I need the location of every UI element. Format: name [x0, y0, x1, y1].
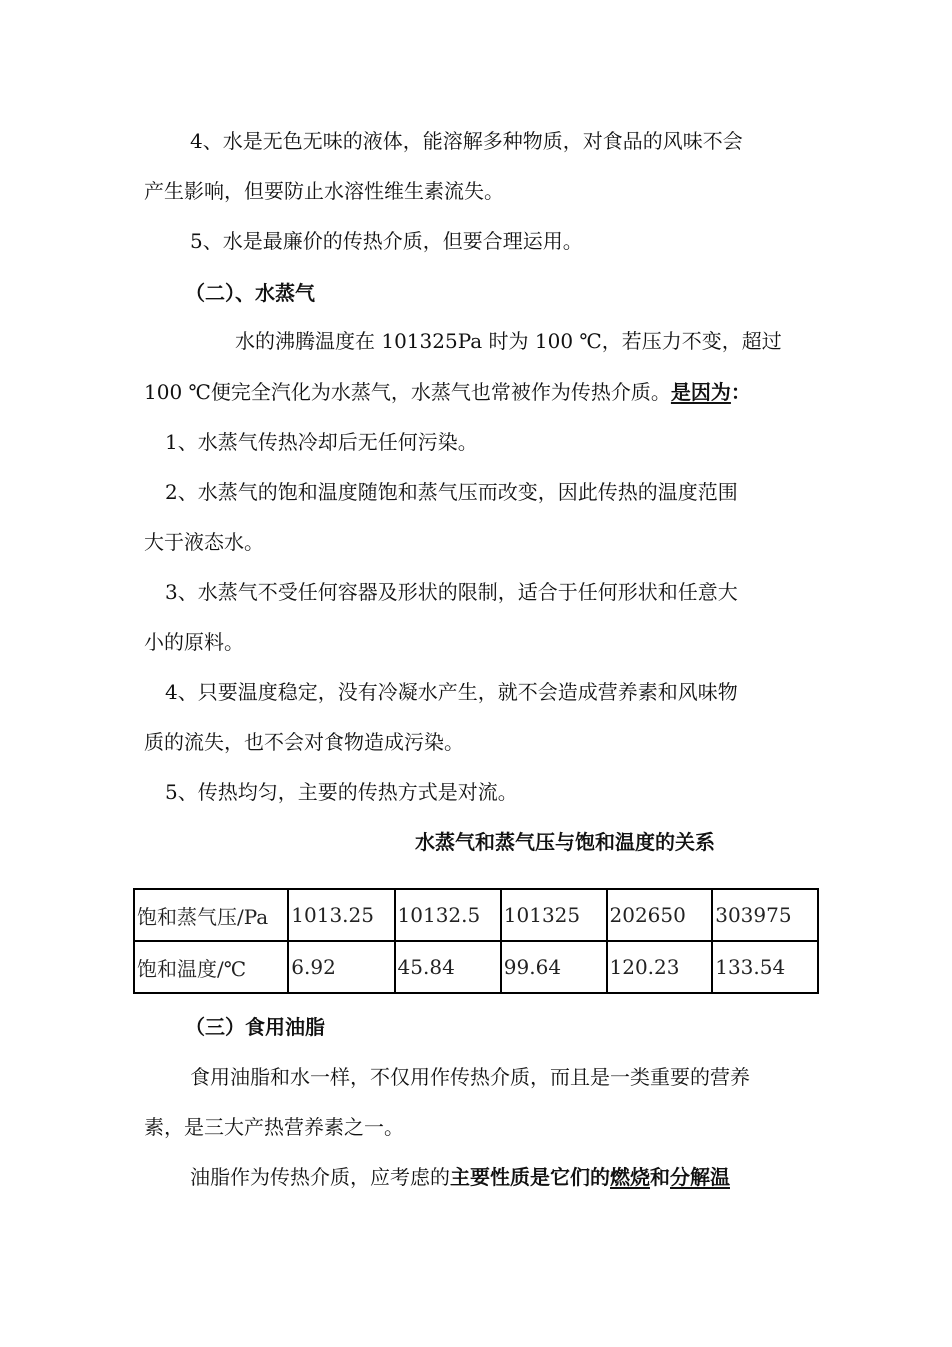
- oil-last-bold: 主要性质是它们的: [450, 1165, 610, 1189]
- oil-last-underline-burn: 燃烧: [610, 1165, 650, 1189]
- steam-intro-line-1: 水的沸腾温度在 101325Pa 时为 100 ℃，若压力不变，超过: [235, 329, 782, 353]
- para-4-line-1: 4、水是无色无味的液体，能溶解多种物质，对食品的风味不会: [190, 129, 743, 153]
- steam-point-3-line-1: 3、水蒸气不受任何容器及形状的限制，适合于任何形状和任意大: [165, 580, 738, 604]
- steam-intro-line-2: [144, 378, 952, 406]
- para-5: 5、水是最廉价的传热介质，但要合理运用。: [190, 229, 583, 253]
- oil-last-prefix: 油脂作为传热介质，应考虑的: [190, 1165, 450, 1189]
- table-cell: 1013.25: [288, 889, 394, 941]
- steam-point-4-line-2: 质的流失，也不会对食物造成污染。: [144, 730, 464, 754]
- table-row: [134, 941, 818, 993]
- steam-intro-text: 100 ℃便完全汽化为水蒸气，水蒸气也常被作为传热介质。: [144, 380, 671, 404]
- table-cell: 133.54: [712, 941, 818, 993]
- steam-point-2-line-2: 大于液态水。: [144, 530, 264, 554]
- oil-para-line-2: 素，是三大产热营养素之一。: [144, 1115, 404, 1139]
- table-cell: 303975: [712, 889, 818, 941]
- table-cell: 202650: [607, 889, 713, 941]
- table-cell: 99.64: [501, 941, 607, 993]
- oil-last-line: [190, 1163, 952, 1191]
- steam-pressure-table: [133, 888, 819, 994]
- table-title: 水蒸气和蒸气压与饱和温度的关系: [415, 830, 715, 854]
- steam-point-5: 5、传热均匀，主要的传热方式是对流。: [165, 780, 518, 804]
- table-cell: 120.23: [607, 941, 713, 993]
- oil-para-line-1: 食用油脂和水一样，不仅用作传热介质，而且是一类重要的营养: [190, 1065, 750, 1089]
- steam-reason-label: 是因为: [670, 380, 731, 404]
- table-row-label: 饱和温度/℃: [134, 941, 288, 993]
- steam-point-4-line-1: 4、只要温度稳定，没有冷凝水产生，就不会造成营养素和风味物: [165, 680, 738, 704]
- steam-reason-colon: ：: [730, 380, 751, 404]
- table-cell: 45.84: [395, 941, 501, 993]
- steam-point-1: 1、水蒸气传热冷却后无任何污染。: [165, 430, 478, 454]
- section-heading-steam: （二）、水蒸气: [185, 281, 315, 305]
- table-row: [134, 889, 818, 941]
- oil-last-and: 和: [650, 1165, 670, 1189]
- table-cell: 6.92: [288, 941, 394, 993]
- table-cell: 10132.5: [395, 889, 501, 941]
- section-heading-oil: （三）食用油脂: [185, 1015, 325, 1039]
- table-row-label: 饱和蒸气压/Pa: [134, 889, 288, 941]
- table-cell: 101325: [501, 889, 607, 941]
- para-4-line-2: 产生影响，但要防止水溶性维生素流失。: [144, 179, 504, 203]
- oil-last-underline-decompose: 分解温: [670, 1165, 730, 1189]
- steam-point-3-line-2: 小的原料。: [144, 630, 244, 654]
- steam-point-2-line-1: 2、水蒸气的饱和温度随饱和蒸气压而改变，因此传热的温度范围: [165, 480, 738, 504]
